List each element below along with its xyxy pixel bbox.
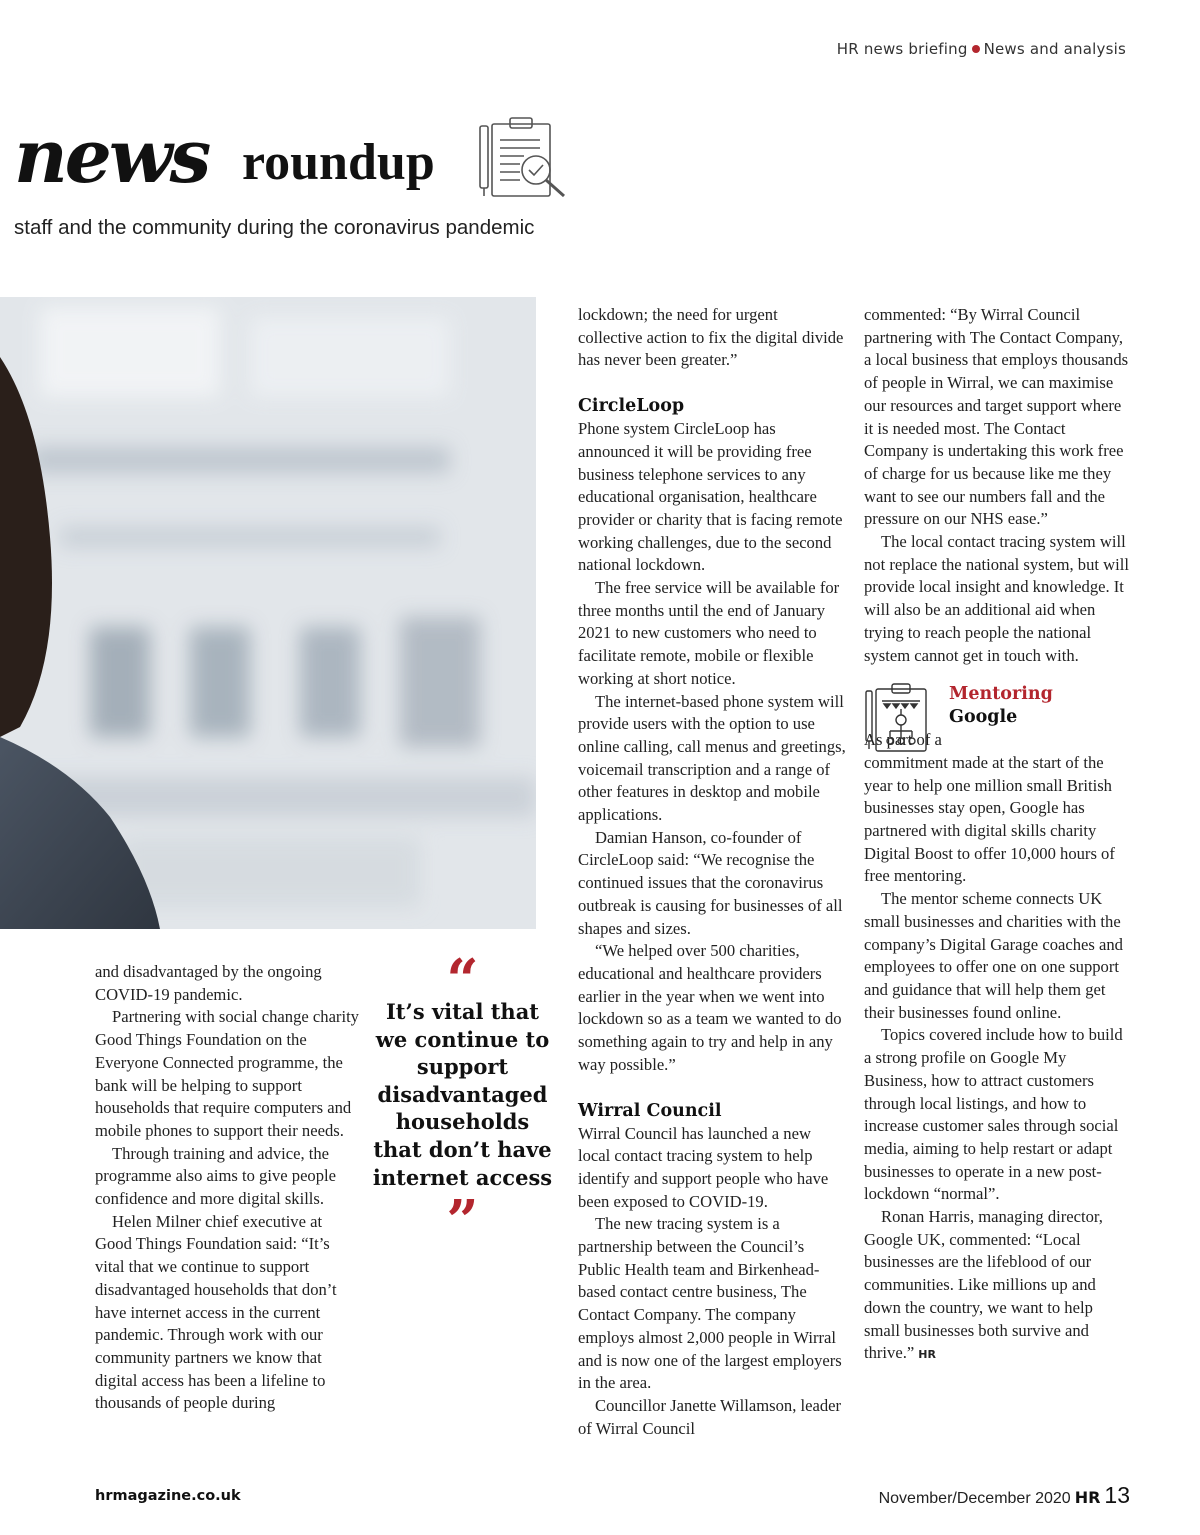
paragraph: The mentor scheme connects UK small businesses and charities with the company’s Digital Garage coaches and employees to offer one on one support and guidance that will help them get their businesses found online.	[864, 889, 1123, 1022]
column-4	[864, 304, 1130, 1367]
page-number: 13	[1104, 1482, 1130, 1508]
clipboard-magnifier-icon	[474, 116, 570, 202]
masthead-roundup: roundup	[242, 134, 435, 191]
paragraph-text: Ronan Harris, managing director, Google UK, commented: “Local businesses are the lifeblood of our communities. Like millions up and down the country, we want to help small businesses both survive and thrive.”	[864, 1207, 1103, 1363]
pull-quote-text: It’s vital that we continue to support disadvantaged households that don’t have internet access	[372, 999, 553, 1190]
paragraph: and disadvantaged by the ongoing COVID-19 pandemic.	[95, 962, 322, 1004]
paragraph: As part of a	[864, 730, 942, 750]
office-background-image	[0, 297, 536, 929]
paragraph: Councillor Janette Willamson, leader of Wirral Council	[578, 1395, 842, 1438]
paragraph-final	[864, 1206, 1130, 1367]
paragraph: lockdown; the need for urgent collective action to fix the digital divide has never been greater.”	[578, 305, 844, 370]
column-1	[95, 961, 361, 1415]
paragraph: Wirral Council has launched a new local contact tracing system to help identify and support people who have been exposed to COVID-19.	[578, 1123, 829, 1211]
paragraph: Phone system CircleLoop has announced it will be providing free business telephone services to any educational organisation, healthcare provider or charity that is facing remote working challenges, due to the second national lockdown.	[578, 419, 843, 575]
paragraph: Partnering with social change charity Good Things Foundation on the Everyone Connected programme, the bank will be helping to support households that require computers and mobile phones to support their needs.	[95, 1007, 359, 1140]
mentoring-section	[864, 683, 1130, 1367]
open-quote-icon: “	[446, 956, 479, 996]
footer-site: hrmagazine.co.uk	[95, 1488, 241, 1504]
paragraph: The free service will be available for three months until the end of January 2021 to new customers who need to facilitate remote, mobile or flexible working at short notice.	[578, 578, 840, 688]
paragraph: The internet-based phone system will provide users with the option to use online calling, call menus and greetings, voicemail transcription and a range of other features in desktop and mobile applications.	[578, 691, 846, 825]
paragraph: Damian Hanson, co-founder of CircleLoop said: “We recognise the continued issues that the coronavirus outbreak is causing for businesses of all shapes and sizes.	[578, 827, 843, 938]
footer-folio	[879, 1482, 1130, 1509]
close-quote-icon: ”	[446, 1197, 479, 1238]
paragraph: The local contact tracing system will not replace the national system, but will provide local insight and knowledge. It will also be an additional aid when trying to reach people the national system cannot get in touch with.	[864, 532, 1129, 665]
column-3	[578, 304, 846, 1440]
running-header	[837, 40, 1126, 58]
masthead-news: news	[14, 114, 209, 200]
subsection-label: News and analysis	[983, 40, 1126, 58]
paragraph: commented: “By Wirral Council partnering with The Contact Company, a local business that employs thousands of people in Wirral, we can maximise our resources and target support where it is needed most. The Contact Company is undertaking this work free of charge for us because like me they want to see our numbers fall and the pressure on our NHS ease.”	[864, 305, 1129, 529]
paragraph: Topics covered include how to build a strong profile on Google My Business, how to attract customers through local listings, and how to increase customer sales through social media, aiming to help restart or adapt businesses to operate in a new post-lockdown “normal”.	[864, 1025, 1123, 1204]
paragraph: commitment made at the start of the year to help one million small British businesses stay open, Google has partnered with digital skills charity Digital Boost to offer 10,000 hours of free mentoring.	[864, 752, 1115, 886]
feature-photo	[0, 297, 536, 929]
section-heading-google: Google	[949, 707, 1018, 728]
end-mark: HR	[918, 1348, 936, 1362]
paragraph: “We helped over 500 charities, educational and healthcare providers earlier in the year when we went into lockdown so as a team we wanted to do something again to try and help in any way possible.”	[578, 941, 842, 1074]
strapline: staff and the community during the coronavirus pandemic	[14, 216, 535, 239]
bullet-dot-icon	[972, 45, 980, 53]
pull-quote	[372, 956, 553, 1237]
section-heading-wirral: Wirral Council	[578, 1100, 722, 1121]
section-heading-circleloop: CircleLoop	[578, 396, 685, 417]
magazine-logo: HR	[1074, 1488, 1101, 1507]
paragraph: Through training and advice, the programme also aims to give people confidence and more digital skills.	[95, 1143, 337, 1209]
category-label-mentoring: Mentoring	[949, 684, 1053, 705]
section-label: HR news briefing	[836, 40, 968, 58]
issue-date: November/December 2020	[878, 1490, 1071, 1507]
paragraph: Helen Milner chief executive at Good Things Foundation said: “It’s vital that we continue to support disadvantaged households that don’t have internet access in the current pandemic. Through work with our community partners we know that digital access has been a lifeline to thousands of people during	[95, 1211, 337, 1413]
org-chart-clipboard-icon	[864, 683, 942, 753]
paragraph: The new tracing system is a partnership between the Council’s Public Health team and Birkenhead-based contact centre business, The Contact Company. The company employs almost 2,000 people in Wirral and is now one of the largest employers in the area.	[578, 1214, 842, 1393]
